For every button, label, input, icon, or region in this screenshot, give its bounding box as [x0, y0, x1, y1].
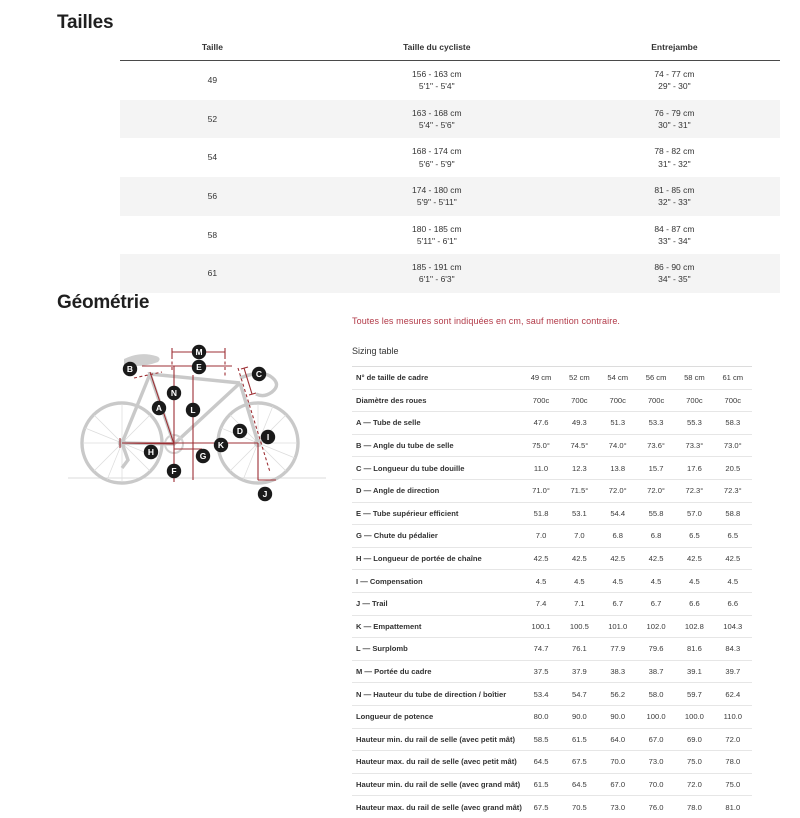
svg-text:J: J [262, 489, 268, 500]
geometry-value-cell: 81.0 [714, 796, 752, 818]
geometry-value-cell: 54 cm [599, 367, 637, 390]
geometry-value-cell: 54.7 [560, 683, 598, 706]
svg-text:F: F [171, 466, 177, 477]
geometry-value-cell: 52 cm [560, 367, 598, 390]
rider-height-in: 6'1" - 6'3" [418, 274, 455, 285]
svg-text:K: K [217, 440, 225, 451]
geometry-value-cell: 42.5 [522, 547, 560, 570]
geometry-value-cell: 53.3 [637, 412, 675, 435]
inseam-in: 31" - 32" [658, 158, 691, 169]
cell-frame-size: 58 [207, 229, 218, 240]
diagram-label-M [192, 345, 206, 359]
geometry-value-cell: 72.3° [675, 479, 713, 502]
table-row [120, 216, 780, 255]
geometry-row-label: D — Angle de direction [352, 479, 522, 502]
cell-frame-size: 61 [120, 254, 305, 293]
geometry-value-cell: 42.5 [714, 547, 752, 570]
geometry-value-cell: 76.0 [637, 796, 675, 818]
geometry-value-cell: 70.5 [560, 796, 598, 818]
geometry-value-cell: 74.7 [522, 638, 560, 661]
geometry-value-cell: 81.6 [675, 638, 713, 661]
svg-text:E: E [196, 362, 202, 373]
inseam-in: 30" - 31" [658, 119, 691, 130]
rider-height-cm: 168 - 174 cm [411, 146, 462, 157]
table-row [120, 138, 780, 177]
geometry-row-label: Hauteur min. du rail de selle (avec grand mât) [352, 773, 522, 796]
geometry-value-cell: 51.3 [599, 412, 637, 435]
geometry-value-cell: 56.2 [599, 683, 637, 706]
geometry-value-cell: 49 cm [522, 367, 560, 390]
cell-frame-size: 49 [207, 75, 218, 86]
svg-text:C: C [255, 369, 263, 380]
rider-height-in: 5'11" - 6'1" [416, 235, 457, 246]
geometry-row-label: M — Portée du cadre [352, 660, 522, 683]
geometry-value-cell: 37.9 [560, 660, 598, 683]
geometry-value-cell: 37.5 [522, 660, 560, 683]
geometry-value-cell: 100.0 [675, 705, 713, 728]
diagram-label-A [152, 401, 166, 415]
geometry-value-cell: 75.0 [714, 773, 752, 796]
geometry-value-cell: 20.5 [714, 457, 752, 480]
geometry-row-label: B — Angle du tube de selle [352, 434, 522, 457]
geometry-value-cell: 39.7 [714, 660, 752, 683]
geometry-value-cell: 57.0 [675, 502, 713, 525]
geometry-value-cell: 6.7 [637, 592, 675, 615]
geometry-value-cell: 72.0° [599, 479, 637, 502]
geometry-value-cell: 73.0 [599, 796, 637, 818]
table-row [352, 502, 752, 525]
geometry-value-cell: 73.3° [675, 434, 713, 457]
rider-height-cm: 174 - 180 cm [411, 184, 462, 195]
geometry-value-cell: 42.5 [675, 547, 713, 570]
geometry-row-label: H — Longueur de portée de chaîne [352, 547, 522, 570]
sizes-col-header-size: Taille [120, 42, 305, 61]
table-row [120, 177, 780, 216]
svg-text:M: M [195, 347, 203, 358]
geometry-value-cell: 700c [522, 389, 560, 412]
rider-height-cm: 185 - 191 cm [411, 262, 462, 273]
cell-rider-height [305, 216, 569, 255]
geometry-value-cell: 73.0 [637, 751, 675, 774]
cell-rider-height [305, 100, 569, 139]
geometry-value-cell: 42.5 [637, 547, 675, 570]
geometry-value-cell: 58.8 [714, 502, 752, 525]
geometry-value-cell: 72.0° [637, 479, 675, 502]
table-row [352, 592, 752, 615]
geometry-value-cell: 67.5 [522, 796, 560, 818]
geometry-row-label: Diamètre des roues [352, 389, 522, 412]
diagram-label-N [167, 386, 181, 400]
cell-frame-size: 56 [120, 177, 305, 216]
geometry-value-cell: 71.5° [560, 479, 598, 502]
geometry-value-cell: 58 cm [675, 367, 713, 390]
geometry-value-cell: 76.1 [560, 638, 598, 661]
geometry-value-cell: 55.8 [637, 502, 675, 525]
table-row [352, 683, 752, 706]
svg-text:I: I [266, 432, 270, 443]
diagram-label-I [261, 430, 275, 444]
rider-height-in: 5'9" - 5'11" [416, 197, 457, 208]
geometry-value-cell: 38.3 [599, 660, 637, 683]
geometry-value-cell: 7.0 [560, 525, 598, 548]
geometry-value-cell: 12.3 [560, 457, 598, 480]
geometry-table [352, 366, 752, 818]
page-title-geometrie: Géométrie [57, 292, 150, 313]
geometry-value-cell: 62.4 [714, 683, 752, 706]
inseam-cm: 76 - 79 cm [654, 107, 695, 118]
geometry-value-cell: 700c [637, 389, 675, 412]
geometry-value-cell: 77.9 [599, 638, 637, 661]
rider-height-cm: 156 - 163 cm [411, 69, 462, 79]
table-row [352, 615, 752, 638]
geometry-value-cell: 80.0 [522, 705, 560, 728]
cell-inseam [569, 61, 780, 100]
cell-inseam [569, 254, 780, 293]
geometry-value-cell: 102.8 [675, 615, 713, 638]
table-row [352, 457, 752, 480]
geometry-value-cell: 700c [714, 389, 752, 412]
inseam-in: 34" - 35" [658, 274, 691, 285]
geometry-table-caption: Sizing table [352, 346, 399, 356]
geometry-value-cell: 74.0° [599, 434, 637, 457]
geometry-value-cell: 13.8 [599, 457, 637, 480]
geometry-value-cell: 53.1 [560, 502, 598, 525]
geometry-value-cell: 75.0° [522, 434, 560, 457]
cell-rider-height [305, 138, 569, 177]
table-row [352, 547, 752, 570]
geometry-value-cell: 49.3 [560, 412, 598, 435]
geometry-value-cell: 7.1 [560, 592, 598, 615]
geometry-value-cell: 61 cm [714, 367, 752, 390]
cell-rider-height [305, 177, 569, 216]
table-row [352, 434, 752, 457]
geometry-row-label: J — Trail [352, 592, 522, 615]
cell-rider-height [305, 61, 569, 100]
rider-height-cm: 180 - 185 cm [411, 223, 462, 234]
table-row [120, 61, 780, 100]
sizes-header-row [120, 42, 780, 61]
sizes-col-header-inseam: Entrejambe [569, 42, 780, 61]
geometry-value-cell: 64.5 [560, 773, 598, 796]
diagram-label-E [192, 360, 206, 374]
geometry-row-label: Hauteur max. du rail de selle (avec petit mât) [352, 751, 522, 774]
svg-text:N: N [170, 388, 178, 399]
geometry-value-cell: 700c [675, 389, 713, 412]
table-row [352, 773, 752, 796]
geometry-value-cell: 90.0 [599, 705, 637, 728]
geometry-value-cell: 4.5 [637, 570, 675, 593]
geometry-value-cell: 64.5 [522, 751, 560, 774]
cell-frame-size: 52 [120, 100, 305, 139]
sizes-table-container [120, 42, 780, 293]
geometry-value-cell: 58.0 [637, 683, 675, 706]
geometry-value-cell: 100.1 [522, 615, 560, 638]
table-row [352, 796, 752, 818]
table-row [352, 479, 752, 502]
table-row [352, 705, 752, 728]
geometry-value-cell: 7.4 [522, 592, 560, 615]
rider-height-in: 5'6" - 5'9" [418, 158, 455, 169]
sizes-col-header-rider: Taille du cycliste [305, 42, 569, 61]
bike-geometry-diagram [62, 332, 332, 512]
diagram-label-D [233, 424, 247, 438]
geometry-row-label: N — Hauteur du tube de direction / boîtier [352, 683, 522, 706]
table-row [352, 751, 752, 774]
geometry-value-cell: 6.7 [599, 592, 637, 615]
cell-inseam [569, 216, 780, 255]
diagram-label-H [144, 445, 158, 459]
geometry-row-label: Longueur de potence [352, 705, 522, 728]
geometry-value-cell: 6.6 [714, 592, 752, 615]
diagram-label-J [258, 487, 272, 501]
svg-text:G: G [199, 451, 207, 462]
geometry-value-cell: 61.5 [560, 728, 598, 751]
geometry-value-cell: 11.0 [522, 457, 560, 480]
inseam-cm: 74 - 77 cm [654, 69, 695, 79]
geometry-value-cell: 67.0 [599, 773, 637, 796]
geometry-value-cell: 79.6 [637, 638, 675, 661]
geometry-value-cell: 6.5 [675, 525, 713, 548]
cell-rider-height [305, 254, 569, 293]
table-row [352, 367, 752, 390]
diagram-label-C [252, 367, 266, 381]
geometry-value-cell: 102.0 [637, 615, 675, 638]
svg-text:D: D [236, 426, 244, 437]
geometry-value-cell: 110.0 [714, 705, 752, 728]
geometry-value-cell: 17.6 [675, 457, 713, 480]
geometry-row-label: K — Empattement [352, 615, 522, 638]
geometry-value-cell: 58.3 [714, 412, 752, 435]
geometry-table-container [352, 366, 752, 818]
geometry-value-cell: 39.1 [675, 660, 713, 683]
geometry-value-cell: 38.7 [637, 660, 675, 683]
geometry-value-cell: 700c [560, 389, 598, 412]
diagram-label-K [214, 438, 228, 452]
geometry-value-cell: 4.5 [560, 570, 598, 593]
svg-text:H: H [147, 447, 155, 458]
geometry-value-cell: 78.0 [675, 796, 713, 818]
inseam-cm: 86 - 90 cm [654, 262, 695, 273]
geometry-table-body [352, 367, 752, 818]
geometry-value-cell: 6.8 [599, 525, 637, 548]
table-row [352, 638, 752, 661]
geometry-value-cell: 67.0 [637, 728, 675, 751]
geometry-value-cell: 4.5 [714, 570, 752, 593]
geometry-value-cell: 72.0 [714, 728, 752, 751]
geometry-value-cell: 4.5 [675, 570, 713, 593]
cell-frame-size: 54 [207, 152, 218, 163]
inseam-in: 33" - 34" [658, 235, 691, 246]
table-row [352, 570, 752, 593]
geometry-row-label: Hauteur max. du rail de selle (avec grand mât) [352, 796, 522, 818]
geometry-row-label: Hauteur min. du rail de selle (avec petit mât) [352, 728, 522, 751]
geometry-value-cell: 100.0 [637, 705, 675, 728]
diagram-label-F [167, 464, 181, 478]
diagram-label-B [123, 362, 137, 376]
inseam-in: 32" - 33" [658, 197, 691, 208]
geometry-row-label: E — Tube supérieur efficient [352, 502, 522, 525]
geometry-value-cell: 100.5 [560, 615, 598, 638]
svg-text:B: B [126, 364, 134, 375]
geometry-value-cell: 15.7 [637, 457, 675, 480]
table-row [120, 254, 780, 293]
geometry-value-cell: 54.4 [599, 502, 637, 525]
svg-text:L: L [190, 405, 196, 416]
table-row [352, 525, 752, 548]
geometry-value-cell: 70.0 [637, 773, 675, 796]
geometry-row-label: L — Surplomb [352, 638, 522, 661]
geometry-value-cell: 74.5° [560, 434, 598, 457]
cell-inseam [569, 138, 780, 177]
geometry-value-cell: 47.6 [522, 412, 560, 435]
geometry-value-cell: 84.3 [714, 638, 752, 661]
sizes-table [120, 42, 780, 293]
geometry-value-cell: 71.0° [522, 479, 560, 502]
cell-inseam [569, 100, 780, 139]
bike-diagram-svg [62, 332, 332, 512]
geometry-value-cell: 59.7 [675, 683, 713, 706]
geometry-value-cell: 75.0 [675, 751, 713, 774]
rider-height-in: 5'1" - 5'4" [418, 81, 455, 92]
geometry-value-cell: 64.0 [599, 728, 637, 751]
inseam-cm: 81 - 85 cm [654, 184, 695, 195]
geometry-value-cell: 78.0 [714, 751, 752, 774]
geometry-units-note: Toutes les mesures sont indiquées en cm, sauf mention contraire. [352, 316, 621, 326]
geometry-value-cell: 69.0 [675, 728, 713, 751]
diagram-label-G [196, 449, 210, 463]
geometry-row-label: C — Longueur du tube douille [352, 457, 522, 480]
geometry-value-cell: 53.4 [522, 683, 560, 706]
geometry-value-cell: 70.0 [599, 751, 637, 774]
geometry-value-cell: 42.5 [599, 547, 637, 570]
diagram-label-L [186, 403, 200, 417]
inseam-cm: 78 - 82 cm [654, 146, 695, 157]
table-row [120, 100, 780, 139]
geometry-row-label: I — Compensation [352, 570, 522, 593]
geometry-value-cell: 73.0° [714, 434, 752, 457]
geometry-value-cell: 104.3 [714, 615, 752, 638]
geometry-value-cell: 4.5 [599, 570, 637, 593]
geometry-value-cell: 42.5 [560, 547, 598, 570]
geometry-value-cell: 56 cm [637, 367, 675, 390]
geometry-value-cell: 700c [599, 389, 637, 412]
geometry-row-label: G — Chute du pédalier [352, 525, 522, 548]
table-row [352, 389, 752, 412]
geometry-value-cell: 72.3° [714, 479, 752, 502]
geometry-value-cell: 58.5 [522, 728, 560, 751]
rider-height-cm: 163 - 168 cm [411, 107, 462, 118]
geometry-row-label: A — Tube de selle [352, 412, 522, 435]
table-row [352, 728, 752, 751]
table-row [352, 660, 752, 683]
geometry-value-cell: 51.8 [522, 502, 560, 525]
rider-height-in: 5'4" - 5'6" [418, 119, 455, 130]
geometry-row-label: N° de taille de cadre [352, 367, 522, 390]
geometry-value-cell: 55.3 [675, 412, 713, 435]
geometry-value-cell: 61.5 [522, 773, 560, 796]
inseam-in: 29" - 30" [658, 81, 691, 92]
geometry-value-cell: 4.5 [522, 570, 560, 593]
geometry-value-cell: 6.5 [714, 525, 752, 548]
geometry-value-cell: 73.6° [637, 434, 675, 457]
svg-text:A: A [155, 403, 163, 414]
geometry-value-cell: 7.0 [522, 525, 560, 548]
page-title-tailles: Tailles [57, 12, 114, 33]
geometry-value-cell: 6.8 [637, 525, 675, 548]
cell-inseam [569, 177, 780, 216]
geometry-value-cell: 90.0 [560, 705, 598, 728]
sizes-table-head [120, 42, 780, 61]
geometry-value-cell: 67.5 [560, 751, 598, 774]
geometry-value-cell: 6.6 [675, 592, 713, 615]
sizes-table-body [120, 61, 780, 293]
geometry-value-cell: 72.0 [675, 773, 713, 796]
table-row [352, 412, 752, 435]
geometry-value-cell: 101.0 [599, 615, 637, 638]
inseam-cm: 84 - 87 cm [654, 223, 695, 234]
